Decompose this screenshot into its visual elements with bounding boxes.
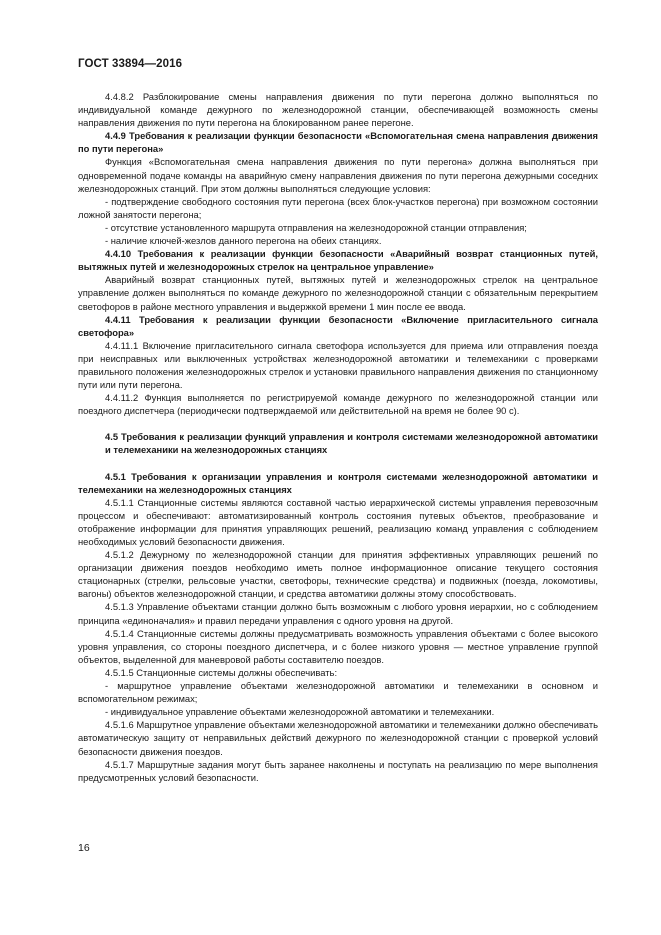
heading-4-5-1: 4.5.1 Требования к организации управления и контроля системами железнодорожной автоматики и телемеханики на железнодорожных станциях <box>78 470 598 495</box>
list-item-condition-1: - подтверждение свободного состояния пути перегона (всех блок-участков перегона) при возможном состоянии ложной занятости перегона; <box>78 195 598 220</box>
paragraph-4-5-1-3: 4.5.1.3 Управление объектами станции должно быть возможным с любого уровня иерархии, но с соблюдением принципа «единоначалия» и правил передачи управления с одного уровня на другой. <box>78 601 598 626</box>
document-body <box>78 90 598 784</box>
paragraph-4-5-1-2: 4.5.1.2 Дежурному по железнодорожной станции для принятия эффективных управляющих решений по организации движения поездов необходимо иметь полное информационное описание текущего состояния стационарных (стрелки, рельсовые участки, светофоры, технические средства) и подвижных (поезда, локомотивы, вагоны) объектов железнодорожной станции, и средства автоматики должны этому способствовать. <box>78 549 598 600</box>
list-item-condition-2: - отсутствие установленного маршрута отправления на железнодорожной станции отправления; <box>105 221 527 233</box>
list-item-condition-3: - наличие ключей-жезлов данного перегона на обеих станциях. <box>105 235 382 247</box>
document-header: ГОСТ 33894—2016 <box>78 58 183 70</box>
paragraph-4-5-1-6: 4.5.1.6 Маршрутное управление объектами железнодорожной автоматики и телемеханики должно обеспечивать автоматическую защиту от неправильных действий дежурного по железнодорожной станции с проверкой условий безопасности движения поездов. <box>78 719 598 757</box>
heading-4-4-11: 4.4.11 Требования к реализации функции безопасности «Включение пригласительного сигнала светофора» <box>78 313 598 338</box>
page-number: 16 <box>78 842 90 854</box>
paragraph-4-5-1-1: 4.5.1.1 Станционные системы являются составной частью иерархической системы управления перевозочным процессом и обеспечивают: автоматизированный контроль состояния путевых объектов, преобразование и отображение информации для принятия управляющих решений, реализацию команд управления с соблюдением необходимых условий безопасности движения. <box>78 496 598 547</box>
paragraph-4-5-1-4: 4.5.1.4 Станционные системы должны предусматривать возможность управления объектами с более высокого уровня управления, со стороны поездного диспетчера, и с более низкого уровня — местное управление группой объектов, выделенной для маневровой работы составителю поездов. <box>78 627 598 665</box>
paragraph-aux-direction-change: Функция «Вспомогательная смена направления движения по пути перегона» должна выполняться при одновременной подаче команды на аварийную смену направления движения по пути перегона дежурными соседних железнодорожных станций. При этом должны выполняться следующие условия: <box>78 156 598 194</box>
paragraph-emergency-return: Аварийный возврат станционных путей, вытяжных путей и железнодорожных стрелок на центральное управление должен выполняться по команде дежурного по железнодорожной станции с обязательным перекрытием светофоров в районе местного управления и выдержкой времени 1 мин после ее ввода. <box>78 274 598 312</box>
heading-4-4-9: 4.4.9 Требования к реализации функции безопасности «Вспомогательная смена направления движения по пути перегона» <box>78 130 598 155</box>
list-item-individual-control: - индивидуальное управление объектами железнодорожной автоматики и телемеханики. <box>105 706 495 718</box>
paragraph-4-4-11-2: 4.4.11.2 Функция выполняется по регистрируемой команде дежурного по железнодорожной станции или поездного диспетчера (периодически подтверждаемой или действительной на время не более 90 с). <box>78 392 598 417</box>
section-gap <box>78 457 598 470</box>
paragraph-4-5-1-5: 4.5.1.5 Станционные системы должны обеспечивать: <box>105 666 338 678</box>
heading-4-4-10: 4.4.10 Требования к реализации функции безопасности «Аварийный возврат станционных путей, вытяжных путей и железнодорожных стрелок на центральное управление» <box>78 248 598 273</box>
paragraph-4-5-1-7: 4.5.1.7 Маршрутные задания могут быть заранее наколнены и поступать на реализацию по мере выполнения предусмотренных условий безопасности. <box>78 758 598 783</box>
heading-4-5: 4.5 Требования к реализации функций управления и контроля системами железнодорожной автоматики и телемеханики на железнодорожных станциях <box>105 431 598 456</box>
list-item-route-control: - маршрутное управление объектами железнодорожной автоматики и телемеханики в основном и вспомогательном режимах; <box>78 680 598 705</box>
paragraph-4-4-8-2: 4.4.8.2 Разблокирование смены направления движения по пути перегона должно выполняться по индивидуальной команде дежурного по железнодорожной станции, обеспечивающей возможность смены направления движения по пути перегона на блокированном ранее перегоне. <box>78 91 598 129</box>
paragraph-4-4-11-1: 4.4.11.1 Включение пригласительного сигнала светофора используется для приема или отправления поезда при неисправных или выключенных устройствах железнодорожной автоматики и телемеханики с проверками правильного положения железнодорожных стрелок и установки правильного направления движения по станционному пути или пути перегона. <box>78 339 598 391</box>
